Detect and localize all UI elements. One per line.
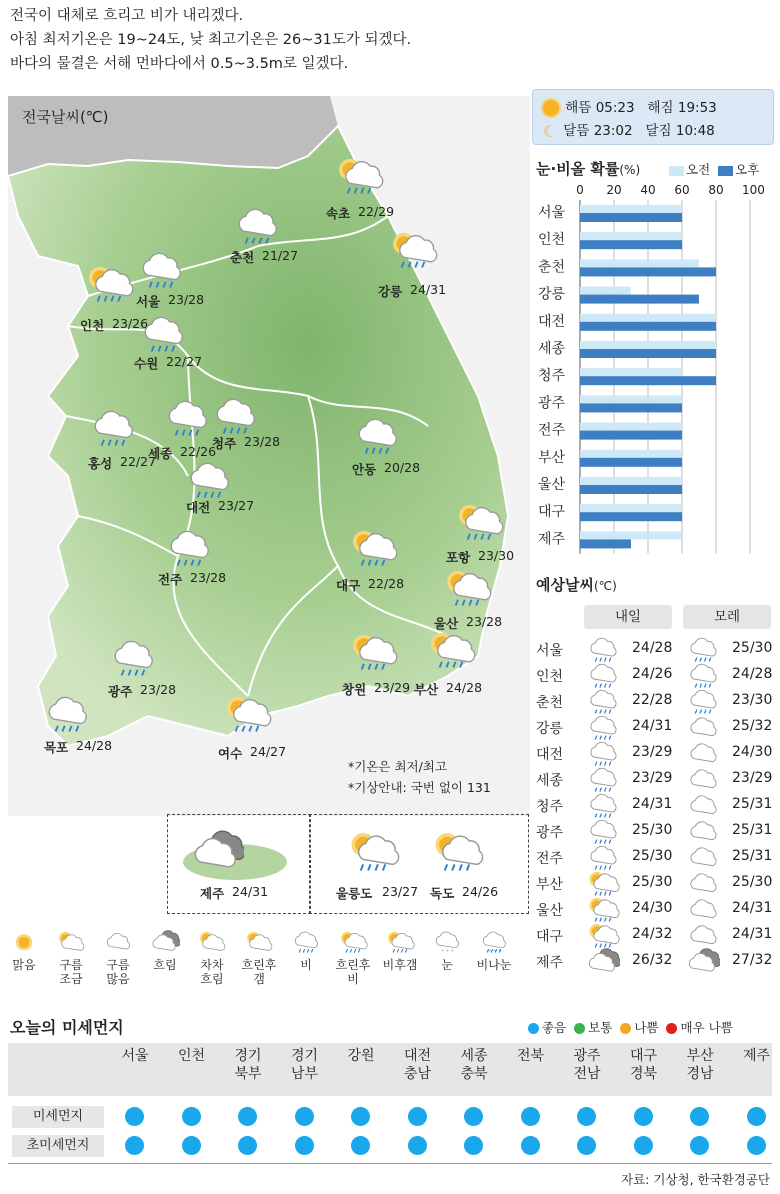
dust-legend-dot — [528, 1023, 539, 1034]
map-city-temp: 24/28 — [76, 738, 113, 753]
forecast-city: 강릉 — [536, 721, 564, 737]
dust-row-label: 미세먼지 — [12, 1106, 104, 1128]
dust-region-header: 제주 — [742, 1048, 771, 1064]
forecast-city: 울산 — [536, 903, 564, 919]
dust-region-header: 대전 충남 — [403, 1048, 432, 1082]
dust-region-header: 강원 — [347, 1048, 375, 1064]
map-city-name: 창원 — [342, 682, 367, 697]
forecast-city: 전주 — [536, 851, 564, 867]
summary-line-3: 바다의 물결은 서해 먼바다에서 0.5~3.5m로 일겠다. — [10, 56, 349, 72]
forecast-temp-day-after: 24/30 — [732, 744, 773, 760]
dust-region-header: 광주 전남 — [573, 1048, 601, 1082]
dust-region-header: 인천 — [177, 1048, 206, 1064]
moonrise-label: 달뜸 — [563, 123, 590, 139]
dust-legend-dot — [620, 1023, 631, 1034]
precip-bar-am — [580, 259, 699, 267]
precip-bar-am — [580, 287, 631, 295]
precip-bar-pm — [580, 458, 682, 467]
legend-pm-swatch — [718, 166, 733, 176]
forecast-row — [536, 948, 776, 974]
precip-category-label: 제주 — [538, 531, 566, 548]
precip-bar-am — [580, 341, 716, 349]
precip-axis-tick: 100 — [742, 183, 765, 197]
precip-axis-tick: 20 — [606, 183, 622, 197]
cloudy-icon — [143, 930, 187, 956]
map-city-temp: 23/28 — [466, 614, 503, 629]
dust-level-dot — [295, 1136, 314, 1155]
island-temp: 24/26 — [462, 884, 499, 899]
island-temp: 23/27 — [382, 884, 419, 899]
dust-level-dot — [747, 1107, 766, 1126]
dust-legend-dot — [574, 1023, 585, 1034]
precip-bar-pm — [580, 485, 682, 494]
precip-category-label: 부산 — [538, 449, 566, 466]
svg-text:*: * — [498, 950, 501, 956]
source-credit: 자료: 기상청, 한국환경공단 — [621, 1172, 770, 1187]
map-city-temp: 22/29 — [358, 204, 395, 219]
map-city-temp: 24/31 — [410, 282, 447, 297]
weather-summary — [10, 4, 610, 76]
legend-item — [331, 930, 375, 986]
map-city-temp: 20/28 — [384, 460, 421, 475]
precip-bar-pm — [580, 349, 716, 358]
moonrise-time: 23:02 — [593, 123, 633, 139]
forecast-temp-day-after: 25/31 — [732, 848, 773, 864]
legend-item-label: 흐린후 비 — [335, 958, 371, 986]
precip-bar-am — [580, 395, 682, 403]
map-city-temp: 22/26 — [180, 444, 217, 459]
legend-item — [472, 930, 516, 972]
forecast-temp-tomorrow: 23/29 — [632, 770, 673, 786]
precip-axis-tick: 80 — [708, 183, 724, 197]
dust-level-dot — [238, 1136, 257, 1155]
precip-bar-am — [580, 314, 716, 322]
dust-region-header: 부산 경남 — [686, 1048, 714, 1082]
legend-item-label: 구름 많음 — [106, 958, 130, 986]
dust-region-header: 서울 — [121, 1048, 149, 1064]
summary-line-1: 전국이 대체로 흐리고 비가 내리겠다. — [10, 8, 244, 24]
island-name: 울릉도 — [336, 886, 373, 901]
forecast-temp-tomorrow: 25/30 — [632, 848, 673, 864]
cloud-icon — [96, 930, 140, 956]
forecast-temp-tomorrow: 25/30 — [632, 874, 673, 890]
svg-text:*: * — [446, 950, 449, 956]
dust-level-dot — [408, 1107, 427, 1126]
sun-cloud-icon — [237, 930, 281, 956]
sun-icon — [541, 98, 561, 118]
map-city-temp: 23/27 — [218, 498, 255, 513]
national-weather-map — [8, 96, 530, 816]
precip-axis-tick: 40 — [640, 183, 656, 197]
dust-legend-label: 매우 나쁨 — [680, 1020, 733, 1035]
dust-level-dot — [125, 1107, 144, 1126]
forecast-row — [536, 870, 776, 896]
map-city-name: 안동 — [352, 462, 377, 477]
forecast-col-tomorrow: 내일 — [584, 605, 672, 629]
precip-bar-am — [580, 531, 682, 539]
map-city-name: 목포 — [44, 740, 69, 755]
legend-item — [96, 930, 140, 986]
forecast-row — [536, 766, 776, 792]
moon-icon: ☾ — [542, 121, 558, 141]
svg-text:*: * — [493, 950, 496, 956]
map-city-name: 대구 — [336, 578, 361, 593]
legend-item — [425, 930, 469, 972]
map-city-name: 속초 — [326, 206, 351, 221]
weather-icon-legend — [0, 930, 530, 1000]
dust-level-dot — [634, 1136, 653, 1155]
forecast-temp-day-after: 25/30 — [732, 874, 773, 890]
dust-level-dot — [408, 1136, 427, 1155]
forecast-temp-day-after: 23/29 — [732, 770, 773, 786]
legend-pm-label: 오후 — [735, 162, 760, 177]
legend-item-label: 눈 — [441, 958, 453, 972]
forecast-city: 부산 — [536, 877, 564, 893]
forecast-city: 서울 — [536, 643, 564, 659]
svg-text:*: * — [451, 950, 454, 956]
sunset-label: 해짐 — [647, 100, 674, 116]
map-city-temp: 23/28 — [168, 292, 205, 307]
precip-bar-am — [580, 205, 682, 213]
legend-item — [378, 930, 422, 972]
precip-bar-am — [580, 504, 682, 512]
sun-cloud-icon — [49, 930, 93, 956]
note-hotline: *기상안내: 국번 없이 131 — [348, 780, 491, 795]
forecast-row — [536, 714, 776, 740]
map-city-name: 여수 — [218, 746, 243, 761]
dust-level-dot — [464, 1136, 483, 1155]
jeju-inset — [167, 814, 311, 914]
map-city-temp: 21/27 — [262, 248, 299, 263]
forecast-city: 세종 — [536, 773, 564, 789]
forecast-city: 대전 — [536, 747, 564, 763]
forecast-temp-day-after: 25/30 — [732, 640, 773, 656]
map-city-name: 서울 — [136, 294, 161, 309]
dust-region-header: 전북 — [516, 1048, 545, 1064]
precip-category-label: 강릉 — [538, 286, 566, 303]
dust-level-dot — [182, 1107, 201, 1126]
dust-row-2 — [8, 1133, 772, 1159]
sun-rain-icon — [331, 930, 375, 956]
forecast-temp-day-after: 24/31 — [732, 926, 773, 942]
dust-level-dot — [351, 1136, 370, 1155]
map-city-temp: 22/27 — [166, 354, 203, 369]
svg-text:*: * — [488, 950, 491, 956]
precip-bar-pm — [580, 539, 631, 548]
map-city-name: 부산 — [414, 682, 439, 697]
precip-bar-pm — [580, 267, 716, 276]
dust-row-1 — [8, 1104, 772, 1130]
forecast-temp-day-after: 25/31 — [732, 822, 773, 838]
legend-am-swatch — [669, 166, 684, 176]
forecast-unit: (℃) — [593, 579, 617, 593]
legend-item — [143, 930, 187, 972]
map-city-name: 대전 — [186, 500, 211, 515]
forecast-city: 대구 — [536, 929, 564, 945]
island-name: 제주 — [200, 886, 225, 901]
precip-category-label: 대전 — [538, 313, 566, 330]
forecast-city: 인천 — [536, 669, 564, 685]
precip-bar-pm — [580, 295, 699, 304]
precip-category-label: 청주 — [538, 368, 566, 385]
sun-moon-times — [532, 89, 774, 145]
dust-legend-dot — [666, 1023, 677, 1034]
map-city-name: 광주 — [108, 684, 133, 699]
dust-level-dot — [521, 1107, 540, 1126]
legend-item — [190, 930, 234, 986]
forecast-temp-tomorrow: 25/30 — [632, 822, 673, 838]
dust-region-header: 경기 북부 — [234, 1048, 262, 1082]
dust-region-header: 세종 충북 — [460, 1048, 488, 1082]
precip-bar-pm — [580, 322, 716, 331]
forecast-temp-day-after: 25/32 — [732, 718, 773, 734]
precip-category-label: 서울 — [538, 205, 566, 221]
legend-item — [237, 930, 281, 986]
precip-category-label: 광주 — [538, 395, 566, 412]
dust-level-dot — [634, 1107, 653, 1126]
legend-item — [284, 930, 328, 972]
map-city-name: 울산 — [434, 616, 459, 631]
forecast-row — [536, 844, 776, 870]
dust-level-dot — [577, 1107, 596, 1126]
dust-level-dot — [295, 1107, 314, 1126]
forecast-row — [536, 818, 776, 844]
forecast-city: 제주 — [536, 955, 564, 971]
legend-item-label: 비후갬 — [382, 958, 418, 972]
legend-am-label: 오전 — [686, 162, 711, 177]
legend-item-label: 흐린후 갬 — [241, 958, 277, 986]
map-city-temp: 22/28 — [368, 576, 405, 591]
dust-level-dot — [577, 1136, 596, 1155]
forecast-row — [536, 792, 776, 818]
dust-level-dot — [690, 1136, 709, 1155]
precip-axis-tick: 0 — [576, 183, 584, 197]
forecast-temp-tomorrow: 26/32 — [632, 952, 673, 968]
map-city-temp: 23/30 — [478, 548, 515, 563]
note-temperature: *기온은 최저/최고 — [348, 759, 447, 774]
precip-bar-pm — [580, 240, 682, 249]
forecast-city: 춘천 — [536, 695, 564, 711]
sunset-time: 19:53 — [677, 100, 717, 116]
map-city-temp: 22/27 — [120, 454, 157, 469]
map-city-temp: 24/28 — [446, 680, 483, 695]
map-city-temp: 23/28 — [190, 570, 227, 585]
precip-bar-pm — [580, 512, 682, 521]
map-city-name: 강릉 — [378, 284, 403, 299]
legend-item-label: 구름 조금 — [59, 958, 83, 986]
forecast-temp-tomorrow: 24/31 — [632, 796, 673, 812]
svg-text:*: * — [441, 950, 444, 956]
forecast-row — [536, 662, 776, 688]
forecast-row — [536, 740, 776, 766]
map-city-name: 인천 — [80, 318, 105, 333]
precip-bar-am — [580, 450, 682, 458]
precip-bar-pm — [580, 431, 682, 440]
forecast-temp-day-after: 27/32 — [732, 952, 773, 968]
dust-legend-label: 보통 — [588, 1020, 613, 1035]
map-city-name: 세종 — [148, 446, 173, 461]
map-city-name: 춘천 — [230, 250, 255, 265]
legend-item-label: 비 — [300, 958, 312, 972]
forecast-temp-day-after: 23/30 — [732, 692, 773, 708]
dust-region-header: 대구 경북 — [629, 1048, 658, 1082]
precip-category-label: 춘천 — [538, 259, 566, 276]
ulleung-dokdo-inset — [309, 814, 529, 914]
precip-bar-pm — [580, 403, 682, 412]
precip-bar-am — [580, 477, 682, 485]
rain-icon — [284, 930, 328, 956]
sun-rain-icon — [378, 930, 422, 956]
map-city-name: 포항 — [446, 550, 471, 565]
source-divider — [8, 1163, 772, 1164]
precip-bar-pm — [580, 376, 716, 385]
precip-category-label: 세종 — [538, 341, 566, 357]
dust-level-dot — [747, 1136, 766, 1155]
map-city-temp: 24/27 — [250, 744, 287, 759]
island-name: 독도 — [430, 886, 455, 901]
map-city-name: 청주 — [212, 436, 237, 451]
sleet-icon — [472, 930, 516, 956]
dust-level-dot — [690, 1107, 709, 1126]
map-title: 전국날씨(℃) — [22, 108, 109, 126]
summary-line-2: 아침 최저기온은 19~24도, 낮 최고기온은 26~31도가 되겠다. — [10, 32, 412, 48]
dust-legend-label: 나쁨 — [634, 1020, 659, 1035]
moonset-time: 10:48 — [675, 123, 715, 139]
precip-chart-axis — [578, 183, 768, 201]
sun-cloud-icon — [190, 930, 234, 956]
precip-category-label: 대구 — [538, 504, 566, 521]
precip-category-label: 울산 — [538, 477, 566, 493]
forecast-city: 광주 — [536, 825, 564, 841]
precip-chart-unit: (%) — [619, 163, 641, 177]
island-temp: 24/31 — [232, 884, 269, 899]
legend-item-label: 맑음 — [12, 958, 36, 972]
moon-row — [541, 119, 715, 141]
forecast-temp-tomorrow: 24/32 — [632, 926, 673, 942]
precip-bar-am — [580, 423, 682, 431]
snow-icon — [425, 930, 469, 956]
forecast-temp-tomorrow: 24/26 — [632, 666, 673, 682]
sun-row — [541, 96, 717, 118]
legend-item — [49, 930, 93, 986]
forecast-temp-tomorrow: 23/29 — [632, 744, 673, 760]
dust-level-dot — [125, 1136, 144, 1155]
dust-level-dot — [521, 1136, 540, 1155]
forecast-col-day-after: 모레 — [683, 605, 771, 629]
forecast-temp-tomorrow: 22/28 — [632, 692, 673, 708]
forecast-temp-tomorrow: 24/31 — [632, 718, 673, 734]
legend-item-label: 비나눈 — [476, 958, 512, 972]
moonset-label: 달짐 — [645, 123, 672, 139]
dust-level-dot — [351, 1107, 370, 1126]
map-city-temp: 23/28 — [244, 434, 281, 449]
sunrise-label: 해뜸 — [565, 100, 592, 116]
forecast-temp-day-after: 24/28 — [732, 666, 773, 682]
forecast-title: 예상날씨(℃) — [536, 576, 617, 594]
precip-bar-am — [580, 232, 682, 240]
map-city-name: 전주 — [158, 572, 183, 587]
map-city-name: 홍성 — [88, 456, 113, 471]
forecast-temp-day-after: 25/31 — [732, 796, 773, 812]
dust-legend-label: 좋음 — [542, 1020, 567, 1035]
precip-bar-am — [580, 368, 682, 376]
forecast-row — [536, 688, 776, 714]
map-city-temp: 23/29 — [374, 680, 411, 695]
dust-level-dot — [182, 1136, 201, 1155]
forecast-temp-day-after: 24/31 — [732, 900, 773, 916]
precip-axis-tick: 60 — [674, 183, 690, 197]
sun-icon — [2, 930, 46, 956]
legend-item-label: 차차 흐림 — [200, 958, 224, 986]
map-city-temp: 23/26 — [112, 316, 149, 331]
fine-dust-legend — [520, 1018, 733, 1036]
map-notes — [348, 756, 491, 798]
fine-dust-title: 오늘의 미세먼지 — [10, 1018, 124, 1037]
precip-chart — [536, 200, 776, 555]
dust-row-label: 초미세먼지 — [12, 1135, 104, 1157]
dust-region-header: 경기 남부 — [290, 1048, 319, 1082]
forecast-row — [536, 896, 776, 922]
map-city-temp: 23/28 — [140, 682, 177, 697]
map-city-name: 수원 — [134, 356, 159, 371]
precip-chart-title: 눈·비올 확률(%) — [536, 160, 641, 178]
legend-item — [2, 930, 46, 972]
forecast-row — [536, 636, 776, 662]
sunrise-time: 05:23 — [595, 100, 635, 116]
dust-level-dot — [238, 1107, 257, 1126]
forecast-city: 청주 — [536, 799, 564, 815]
forecast-temp-tomorrow: 24/28 — [632, 640, 673, 656]
forecast-row — [536, 922, 776, 948]
forecast-temp-tomorrow: 24/30 — [632, 900, 673, 916]
precip-bar-pm — [580, 213, 682, 222]
legend-item-label: 흐림 — [153, 958, 177, 972]
precip-category-label: 전주 — [538, 422, 566, 439]
dust-level-dot — [464, 1107, 483, 1126]
precip-chart-legend — [665, 160, 759, 178]
precip-category-label: 인천 — [538, 232, 566, 249]
